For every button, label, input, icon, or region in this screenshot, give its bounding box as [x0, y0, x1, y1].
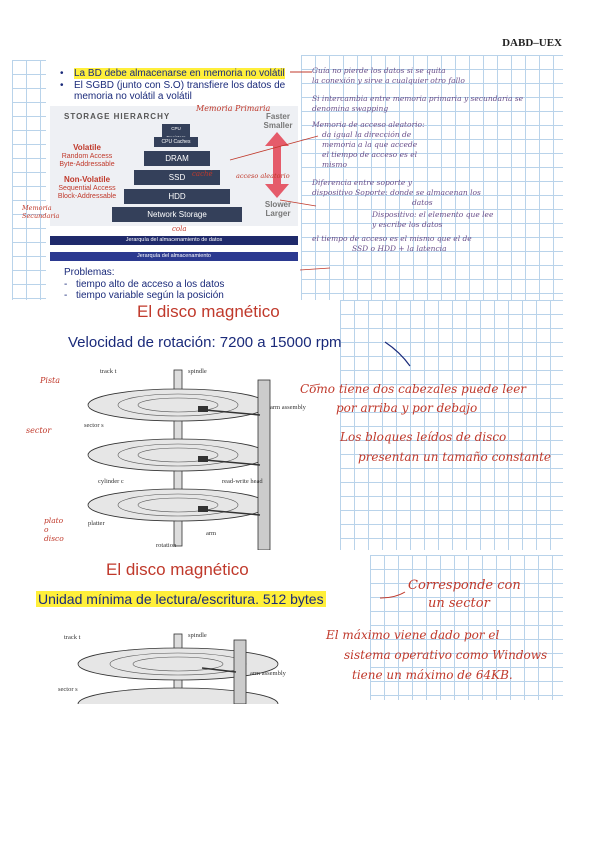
- label-sector: sector s: [84, 422, 104, 429]
- volatile-sub2: Byte-Addressable: [59, 161, 115, 168]
- slide-storage-hierarchy: • La BD debe almacenarse en memoria no volátil • El SGBD (junto con S.O) transfiere los datos de memoria no volátil a volátil STORAGE HIERARCHY CPU CPU Caches DRAM SSD HDD Network Storage Volatile Random Access Byte-Addressable Non-Volatile Sequential Access Block-Addressable Faster Smaller Slower Larger Jerarquía del almacenamiento de datos Jerarquía del almacenamiento Problemas: - tiempo alto de acceso a los datos - tiempo variable según la posición: [46, 60, 301, 300]
- note-memoria-secundaria: Memoria Secundaria: [22, 204, 60, 220]
- label-spindle-2: spindle: [188, 632, 207, 639]
- nonvolatile-sub2: Block-Addressable: [57, 193, 117, 200]
- note-acceso: acceso aleatorio: [236, 172, 290, 180]
- pyramid-title: STORAGE HIERARCHY: [64, 112, 171, 121]
- note-line: la conexión y sirve a cualquier otro fallo: [312, 76, 465, 85]
- note-line: dispositivo Soporte: donde se almacenan los: [312, 188, 481, 197]
- label-track: track t: [100, 368, 117, 375]
- note-heads-2: por arriba y por debajo: [336, 401, 478, 415]
- slide-bar-2: Jerarquía del almacenamiento: [50, 252, 298, 261]
- slide3-subtitle: Unidad mínima de lectura/escritura. 512 bytes: [38, 591, 324, 607]
- level-dram: DRAM: [144, 151, 210, 166]
- note-cola: cola: [172, 225, 187, 233]
- note-line: el tiempo de acceso es el mismo que el de: [312, 234, 472, 243]
- page-header: DABD–UEX: [502, 37, 562, 49]
- smaller-label: Smaller: [263, 121, 293, 130]
- note-corresp-2: un sector: [428, 596, 490, 611]
- level-ssd: SSD: [134, 170, 220, 185]
- slide2-title: El disco magnético: [137, 302, 280, 321]
- note-plato: plato o disco: [44, 516, 64, 543]
- note-max-2: sistema operativo como Windows: [344, 648, 548, 662]
- nonvolatile-label: Non-Volatile: [63, 175, 111, 184]
- note-pista: Pista: [40, 376, 61, 385]
- note-line: y escribe los datos: [372, 220, 443, 229]
- level-hdd: HDD: [124, 189, 230, 204]
- slide2-subtitle: Velocidad de rotación: 7200 a 15000 rpm: [68, 334, 342, 351]
- label-track-2: track t: [64, 634, 81, 641]
- note-memoria-primaria: Memoria Primaria: [196, 104, 271, 113]
- volatile-sub1: Random Access: [61, 153, 113, 160]
- note-max-3: tiene un máximo de 64KB.: [352, 668, 513, 682]
- problems-title: Problemas:: [64, 267, 115, 278]
- label-sector-2: sector s: [58, 686, 78, 693]
- level-registers: CPU: [162, 124, 190, 142]
- note-blocks-2: presentan un tamaño constante: [358, 450, 552, 464]
- note-line: Dispositivo: el elemento que lee: [372, 210, 494, 219]
- disk-diagram-1: [70, 360, 310, 550]
- note-blocks-1: Los bloques leídos de disco: [340, 430, 507, 444]
- larger-label: Larger: [265, 209, 291, 218]
- note-max-1: El máximo viene dado por el: [326, 628, 500, 642]
- label-arm-assembly-2: arm assembly: [250, 670, 286, 677]
- note-line: Si intercambia entre memoria primaria y secundaria se: [312, 94, 524, 103]
- slide-bar-1: Jerarquía del almacenamiento de datos: [50, 236, 298, 245]
- note-line: Diferencia entre soporte y: [312, 178, 412, 187]
- faster-label: Faster: [265, 112, 290, 121]
- slower-label: Slower: [264, 200, 292, 209]
- note-line: Memoria de acceso aleatorio:: [312, 120, 425, 129]
- note-corresp-1: Corresponde con: [408, 578, 521, 593]
- bullet-volatile: La BD debe almacenarse en memoria no volátil: [74, 68, 285, 79]
- note-line: Guía no pierde los datos si se quita: [312, 66, 446, 75]
- note-sector: sector: [26, 426, 52, 435]
- note-line: el tiempo de acceso es el: [322, 150, 418, 159]
- label-spindle: spindle: [188, 368, 207, 375]
- note-heads-1: Como tiene dos cabezales puede leer: [300, 382, 527, 396]
- note-line: denomina swapping: [312, 104, 389, 113]
- nonvolatile-sub1: Sequential Access: [58, 185, 116, 192]
- disk-diagram-2: [58, 624, 312, 704]
- volatile-label: Volatile: [73, 143, 101, 152]
- note-line: SSD o HDD + la latencia: [352, 244, 447, 253]
- note-line: da igual la dirección de: [322, 130, 412, 139]
- label-platter: platter: [88, 520, 105, 527]
- note-line: memoria a la que accede: [322, 140, 418, 149]
- level-caches: CPU Caches: [154, 137, 198, 147]
- note-cache: caché: [192, 170, 213, 178]
- label-cylinder: cylinder c: [98, 478, 124, 485]
- label-rw-head: read-write head: [222, 478, 263, 485]
- level-network: Network Storage: [112, 207, 242, 222]
- label-rotation: rotation: [156, 542, 177, 549]
- problem-1: tiempo alto de acceso a los datos: [76, 279, 225, 290]
- slide3-title: El disco magnético: [106, 560, 249, 579]
- label-arm-assembly: arm assembly: [270, 404, 306, 411]
- bullet-sgbd: El SGBD (junto con S.O) transfiere los datos de memoria no volátil a volátil: [74, 80, 286, 102]
- problem-2: tiempo variable según la posición: [76, 290, 224, 301]
- note-line: mismo: [322, 160, 347, 169]
- label-arm: arm: [206, 530, 217, 537]
- note-line: datos: [412, 198, 433, 207]
